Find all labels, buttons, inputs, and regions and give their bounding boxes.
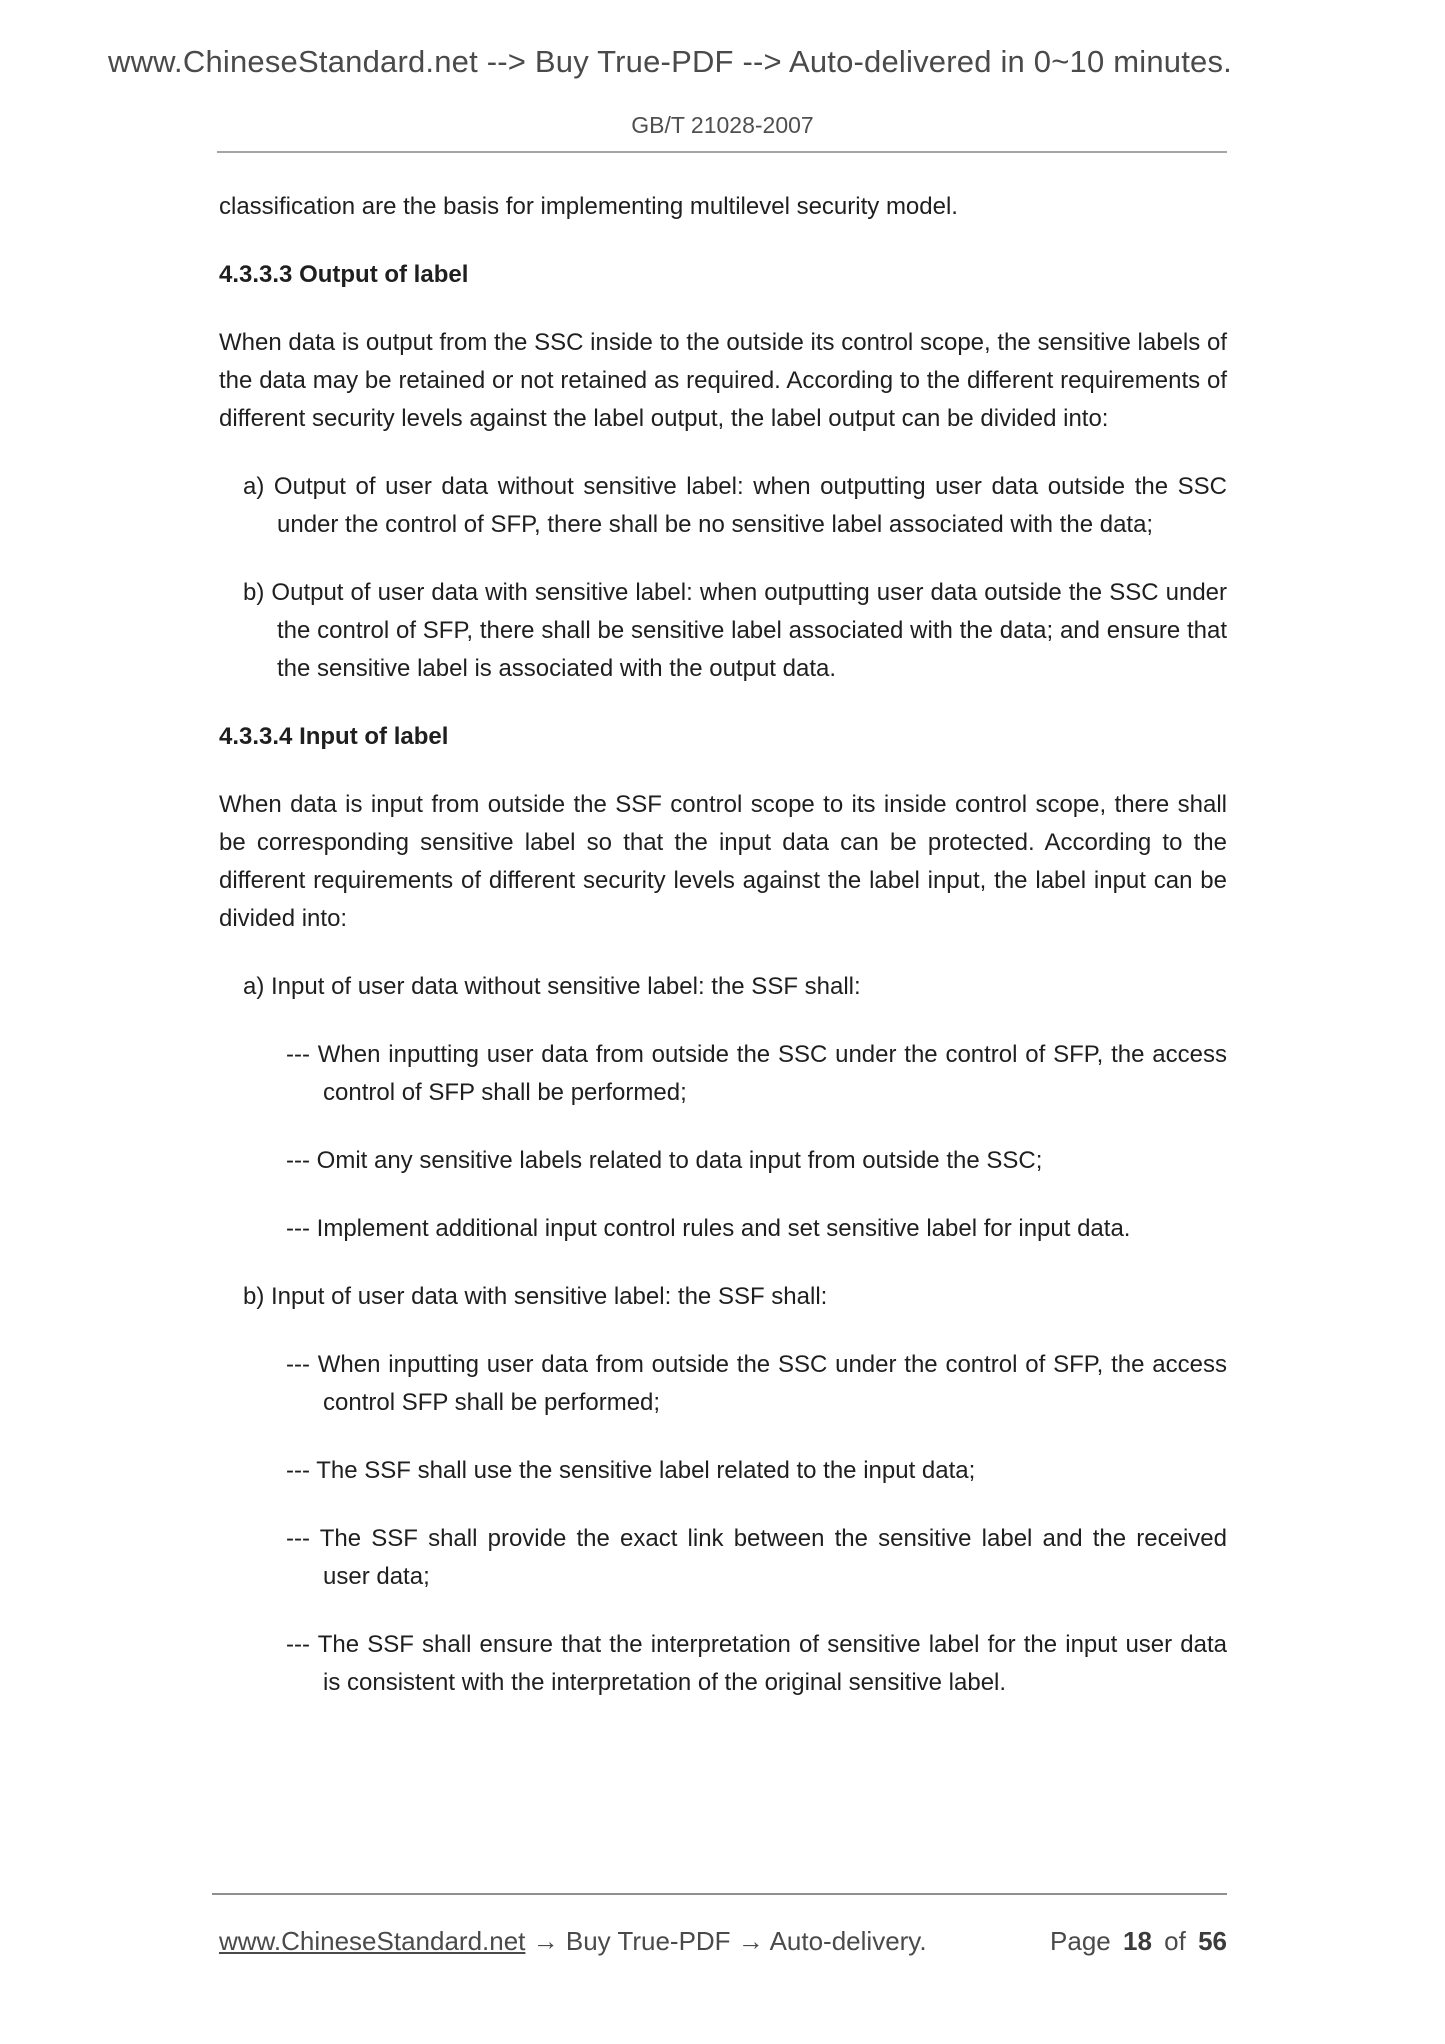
footer-site-link[interactable]: www.ChineseStandard.net <box>219 1926 526 1956</box>
standard-number: GB/T 21028-2007 <box>631 112 814 138</box>
list-item-b-input <box>219 1278 1227 1316</box>
list-item-a-input <box>219 968 1227 1006</box>
section-heading-4334: 4.3.3.4 Input of label <box>219 723 449 750</box>
list-marker-a: a) <box>243 973 272 1000</box>
header-stamp: www.ChineseStandard.net --> Buy True-PDF --> Auto-delivered in 0~10 minutes. <box>108 44 1232 79</box>
dash-marker: --- <box>286 1041 318 1068</box>
dash-item <box>219 1452 1227 1490</box>
dash-item <box>219 1626 1227 1702</box>
dash-item-text: When inputting user data from outside the SSC under the control of SFP, the access control SFP shall be performed; <box>317 1351 1227 1416</box>
page-word: Page <box>1050 1926 1111 1956</box>
dash-marker: --- <box>286 1351 318 1378</box>
list-item-b-output <box>219 574 1227 688</box>
dash-marker: --- <box>286 1457 317 1484</box>
list-item-text: Output of user data with sensitive label: when outputting user data outside the SSC under the control of SFP, there shall be sensitive label associated with the data; and ensure that the sensitive label is associated with the output data. <box>271 579 1228 682</box>
list-marker-a: a) <box>243 473 274 500</box>
list-item-a-output <box>219 468 1227 544</box>
footer <box>219 1926 1227 1957</box>
page-indicator <box>1050 1926 1227 1957</box>
document-body <box>219 188 1227 1732</box>
dash-marker: --- <box>286 1525 320 1552</box>
dash-item-text: Implement additional input control rules and set sensitive label for input data. <box>316 1215 1131 1242</box>
list-item-text: Output of user data without sensitive label: when outputting user data outside the SSC under the control of SFP, there shall be no sensitive label associated with the data; <box>273 473 1227 538</box>
section-4334-intro: When data is input from outside the SSF control scope to its inside control scope, there shall be corresponding sensitive label so that the input data can be protected. According to the different requirements of different security levels against the label input, the label input can be divided into: <box>219 791 1227 932</box>
list-item-text: Input of user data without sensitive label: the SSF shall: <box>271 973 861 1000</box>
dash-item <box>219 1142 1227 1180</box>
header-divider <box>217 151 1227 153</box>
section-4333-intro: When data is output from the SSC inside to the outside its control scope, the sensitive labels of the data may be retained or not retained as required. According to the different requirements of different security levels against the label output, the label output can be divided into: <box>219 329 1227 432</box>
list-marker-b: b) <box>243 1283 272 1310</box>
footer-divider <box>212 1893 1227 1895</box>
dash-item <box>219 1346 1227 1422</box>
dash-item-text: The SSF shall use the sensitive label related to the input data; <box>316 1457 976 1484</box>
continuation-paragraph: classification are the basis for implementing multilevel security model. <box>219 193 958 220</box>
dash-marker: --- <box>286 1147 317 1174</box>
dash-marker: --- <box>286 1215 317 1242</box>
footer-tagline <box>219 1926 927 1957</box>
section-heading-4333: 4.3.3.3 Output of label <box>219 261 469 288</box>
dash-item <box>219 1520 1227 1596</box>
dash-item-text: The SSF shall provide the exact link between the sensitive label and the received user data; <box>319 1525 1227 1590</box>
dash-item-text: Omit any sensitive labels related to data input from outside the SSC; <box>316 1147 1043 1174</box>
dash-item-text: The SSF shall ensure that the interpretation of sensitive label for the input user data is consistent with the interpretation of the original sensitive label. <box>317 1631 1227 1696</box>
footer-tagline-text: → Buy True-PDF → Auto-delivery. <box>525 1926 927 1956</box>
dash-item <box>219 1036 1227 1112</box>
page-number-current: 18 <box>1123 1926 1152 1956</box>
list-marker-b: b) <box>243 579 272 606</box>
dash-marker: --- <box>286 1631 318 1658</box>
dash-item <box>219 1210 1227 1248</box>
list-item-text: Input of user data with sensitive label: the SSF shall: <box>271 1283 828 1310</box>
dash-item-text: When inputting user data from outside the SSC under the control of SFP, the access control of SFP shall be performed; <box>317 1041 1227 1106</box>
page-number-total: 56 <box>1198 1926 1227 1956</box>
of-word: of <box>1164 1926 1186 1956</box>
